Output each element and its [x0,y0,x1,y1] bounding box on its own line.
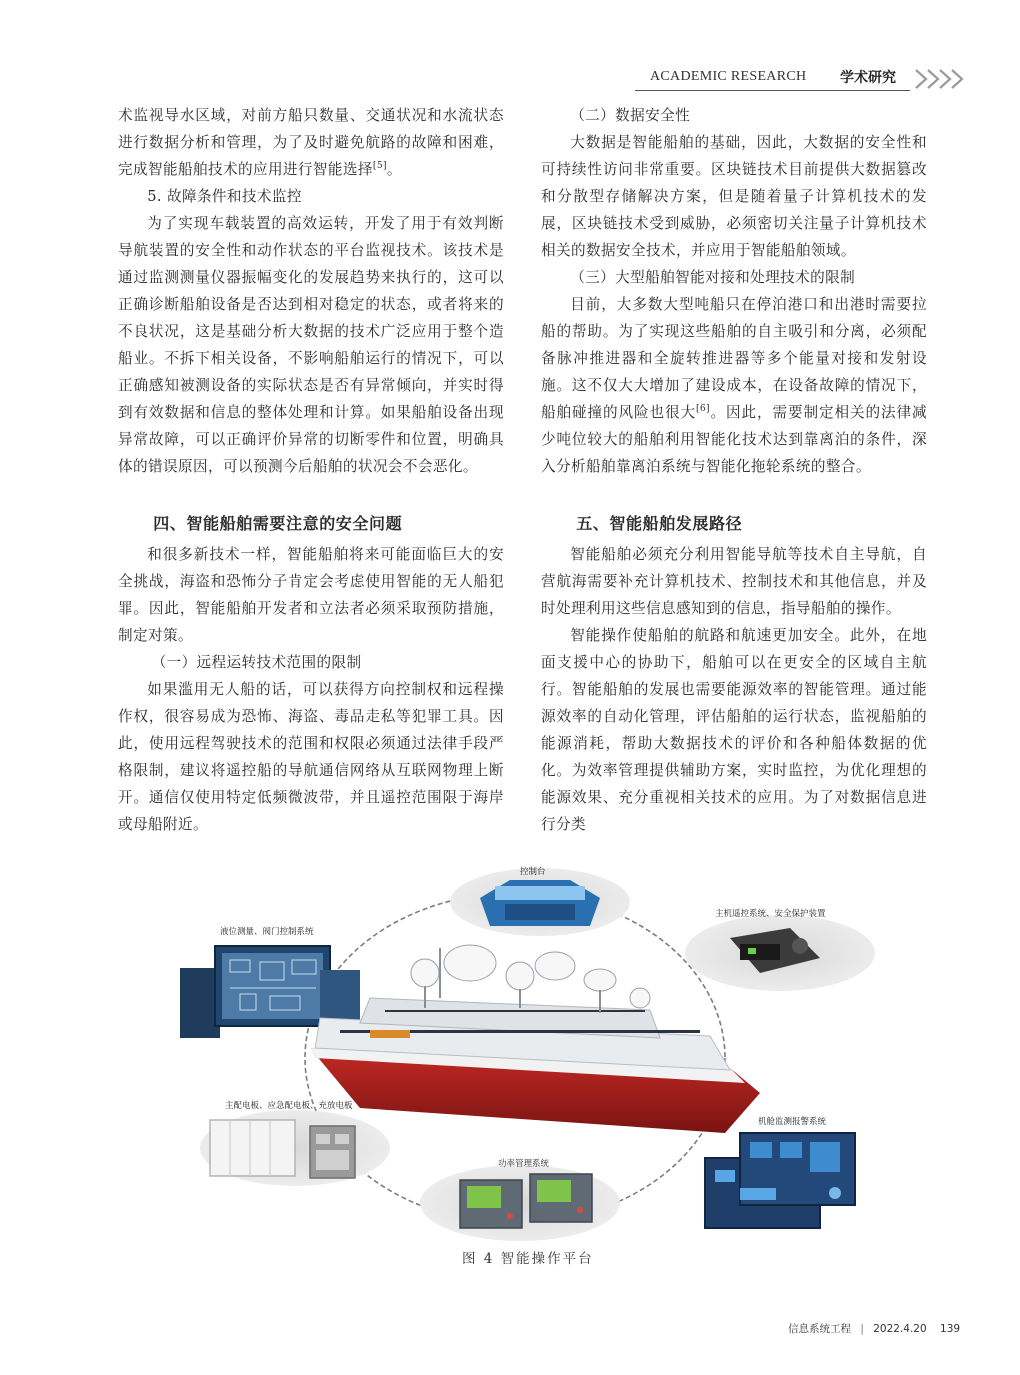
figure-intelligent-operation-platform [170,858,890,1248]
left-column [118,102,504,838]
paragraph: 术监视导水区域，对前方船只数量、交通状况和水流状态进行数据分析和管理，为了及时避免航路的故障和困难，完成智能船舶技术的应用进行智能选择[5]。 [118,107,504,178]
citation-ref[interactable]: [5] [372,161,387,172]
paragraph: 如果滥用无人船的话，可以获得方向控制权和远程操作权，很容易成为恐怖、海盗、毒品走私等犯罪工具。因此，使用远程驾驶技术的范围和权限必须通过法律手段严格限制，建议将遥控船的导航通信网络从互联网物理上断开。通信仅使用特定低频微波带，并且遥控范围限于海岸或母船附近。 [118,681,504,833]
label-engine-monitoring: 机舱监测报警系统 [758,1117,827,1127]
subheading: （二）数据安全性 [570,107,691,124]
paragraph: 智能操作使船舶的航路和航速更加安全。此外，在地面支援中心的协助下，船舶可以在更安全的区域自主航行。智能船舶的发展也需要能源效率的智能管理。通过能源效率的自动化管理，评估船舶的运行状态，监视船舶的能源消耗，帮助大数据技术的评价和各种船体数据的优化。为效率管理提供辅助方案，实时监控，为优化理想的能源效果、充分重视相关技术的应用。为了对数据信息进行分类 [541,627,927,833]
page-footer [788,1321,960,1336]
paragraph: 大数据是智能船舶的基础，因此，大数据的安全性和可持续性访问非常重要。区块链技术目前提供大数据篡改和分散型存储解决方案，但是随着量子计算机技术的发展，区块链技术受到威胁，必须密切关注量子计算机技术相关的数据安全技术，并应用于智能船舶领域。 [541,134,927,259]
footer-separator: | [860,1323,864,1335]
header-rule [635,90,910,91]
journal-section-en: ACADEMIC RESEARCH [650,69,807,84]
chevron-decoration-icon [912,66,972,92]
label-console: 控制台 [520,867,546,877]
label-level-control: 液位测量、阀门控制系统 [220,927,314,937]
section-heading: 四、智能船舶需要注意的安全问题 [153,514,403,533]
section-heading: 五、智能船舶发展路径 [576,514,743,533]
switchboard-panels [200,1110,390,1186]
figure-caption: 图 4 智能操作平台 [462,1251,594,1267]
engine-monitoring-screens [705,1133,855,1228]
label-remote-control: 主机遥控系统、安全保护装置 [715,909,826,919]
citation-ref[interactable]: [6] [696,404,710,415]
journal-section-cn: 学术研究 [840,70,896,86]
paragraph: 和很多新技术一样，智能船舶将来可能面临巨大的安全挑战，海盗和恐怖分子肯定会考虑使用智能的无人船犯罪。因此，智能船舶开发者和立法者必须采取预防措施，制定对策。 [118,546,504,644]
subheading: （一）远程运转技术范围的限制 [151,654,362,671]
paragraph: 为了实现车载装置的高效运转，开发了用于有效判断导航装置的安全性和动作状态的平台监视技术。该技术是通过监测测量仪器振幅变化的发展趋势来执行的，这可以正确诊断船舶设备是否达到相对稳定的状态，或者将来的不良状况，这是基础分析大数据的技术广泛应用于整个造船业。不拆下相关设备，不影响船舶运行的情况下，可以正确感知被测设备的实际状态是否有异常倾向，并实时得到有效数据和信息的整体处理和计算。如果船舶设备出现异常故障，可以正确评价异常的切断零件和位置，明确具体的错误原因，可以预测今后船舶的状况会不会恶化。 [118,215,504,475]
console-panel [450,868,630,936]
ship-illustration [310,945,760,1133]
label-switchboards: 主配电板、应急配电板、充放电板 [225,1101,353,1111]
footer-date: 2022.4.20 [873,1323,927,1335]
page-number: 139 [940,1323,961,1335]
subheading: 5. 故障条件和技术监控 [147,188,302,205]
footer-journal: 信息系统工程 [788,1323,851,1335]
remote-control-panel [685,915,875,991]
right-column [541,102,927,838]
label-power-management: 功率管理系统 [498,1159,550,1169]
subheading: （三）大型船舶智能对接和处理技术的限制 [570,269,856,286]
paragraph: 目前，大多数大型吨船只在停泊港口和出港时需要拉船的帮助。为了实现这些船舶的自主吸引和分离，必须配备脉冲推进器和全旋转推进器等多个能量对接和发射设施。这不仅大大增加了建设成本，在设备故障的情况下，船舶碰撞的风险也很大[6]。因此，需要制定相关的法律减少吨位较大的船舶利用智能化技术达到靠离泊的条件，深入分析船舶靠离泊系统与智能化拖轮系统的整合。 [541,296,927,475]
running-header [0,66,1020,96]
paragraph: 智能船舶必须充分利用智能导航等技术自主导航，自营航海需要补充计算机技术、控制技术和其他信息，并及时处理利用这些信息感知到的信息，指导船舶的操作。 [541,546,927,617]
power-management-panel [420,1165,620,1241]
